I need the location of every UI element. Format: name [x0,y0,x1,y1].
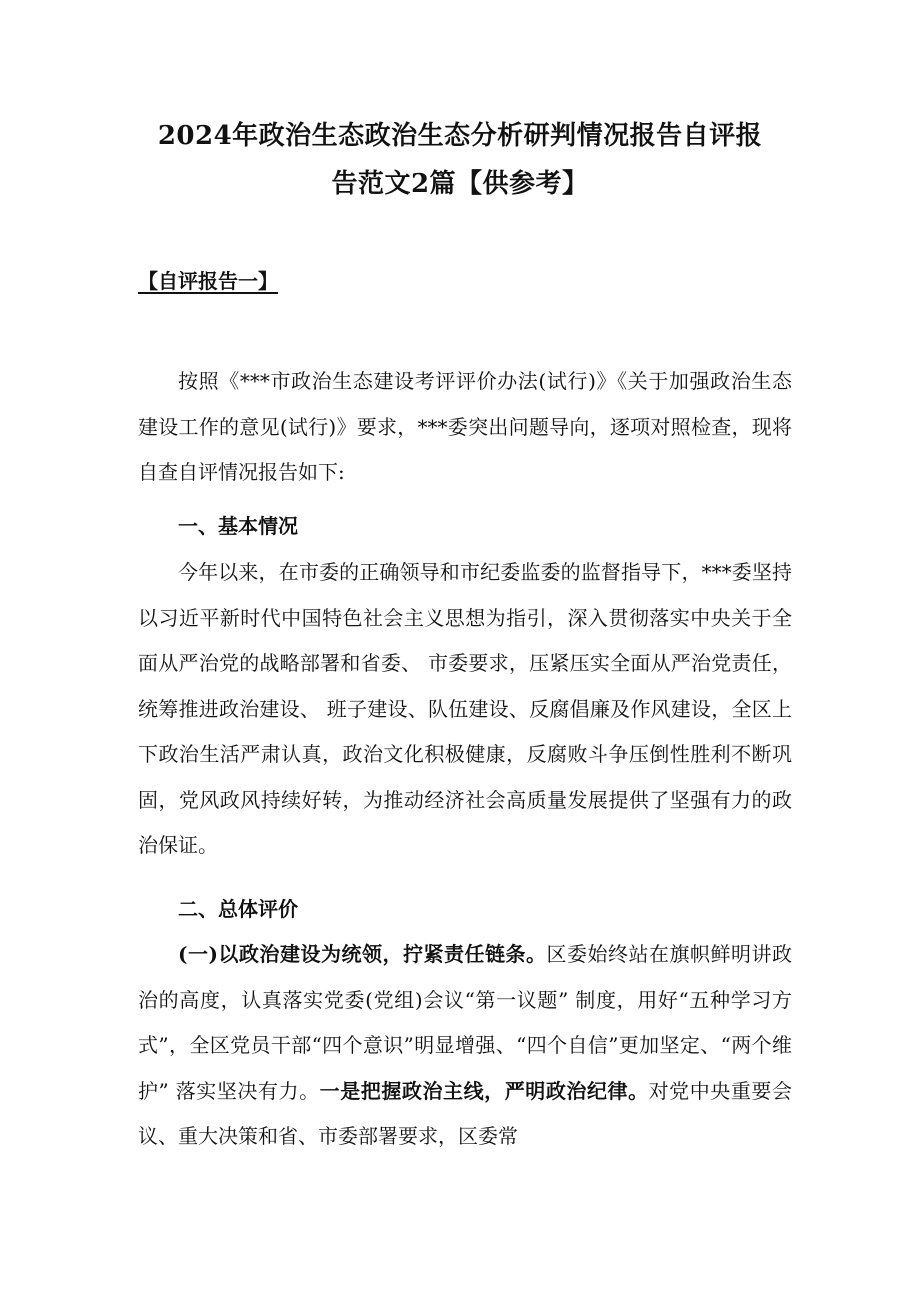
intro-paragraph: 按照《***市政治生态建设考评评价办法(试行)》《关于加强政治生态建设工作的意见(试行)》要求，***委突出问题导向，逐项对照检查，现将自查自评情况报告如下: [138,369,792,484]
sub-point-text: 对党中央重要会议、重大决策和省、市委部署要求，区委常 [138,1078,792,1148]
title-line-2: 告范文2篇【供参考】 [331,169,589,199]
basic-situation-paragraph: 今年以来，在市委的正确领导和市纪委监委的监督指导下，***委坚持以习近平新时代中国特色社会主义思想为指引，深入贯彻落实中央关于全面从严治党的战略部署和省委、 市委要求，压紧压实全面从严治党责任，统筹推进政治建设、 班子建设、队伍建设、反腐倡廉及作风建设，全区上下政治生活严肃认真，政治文化积极健康，反腐败斗争压倒性胜利不断巩固，党风政风持续好转，为推动经济社会高质量发展提供了坚强有力的政治保证。 [138,560,792,857]
heading-basic-situation: 一、基本情况 [178,514,298,538]
evaluation-point-title: (一)以政治建设为统领，拧紧责任链条。 [178,942,547,966]
document-title [120,112,800,208]
section-label: 【自评报告一】 [138,269,278,293]
evaluation-point-text: 区委始终站在旗帜鲜明讲政治的高度，认真落实党委(党组)会议“第一议题” 制度，用好“五种学习方式”，全区党员干部“四个意识”明显增强、“四个自信”更加坚定、“两个维护” 落实坚决有力。 [138,942,792,1103]
heading-overall-evaluation: 二、总体评价 [178,897,298,921]
title-line-1: 2024年政治生态政治生态分析研判情况报告自评报 [157,121,763,151]
sub-point-title: 一是把握政治主线，严明政治纪律。 [319,1078,649,1103]
overall-evaluation-paragraph [138,932,792,1160]
